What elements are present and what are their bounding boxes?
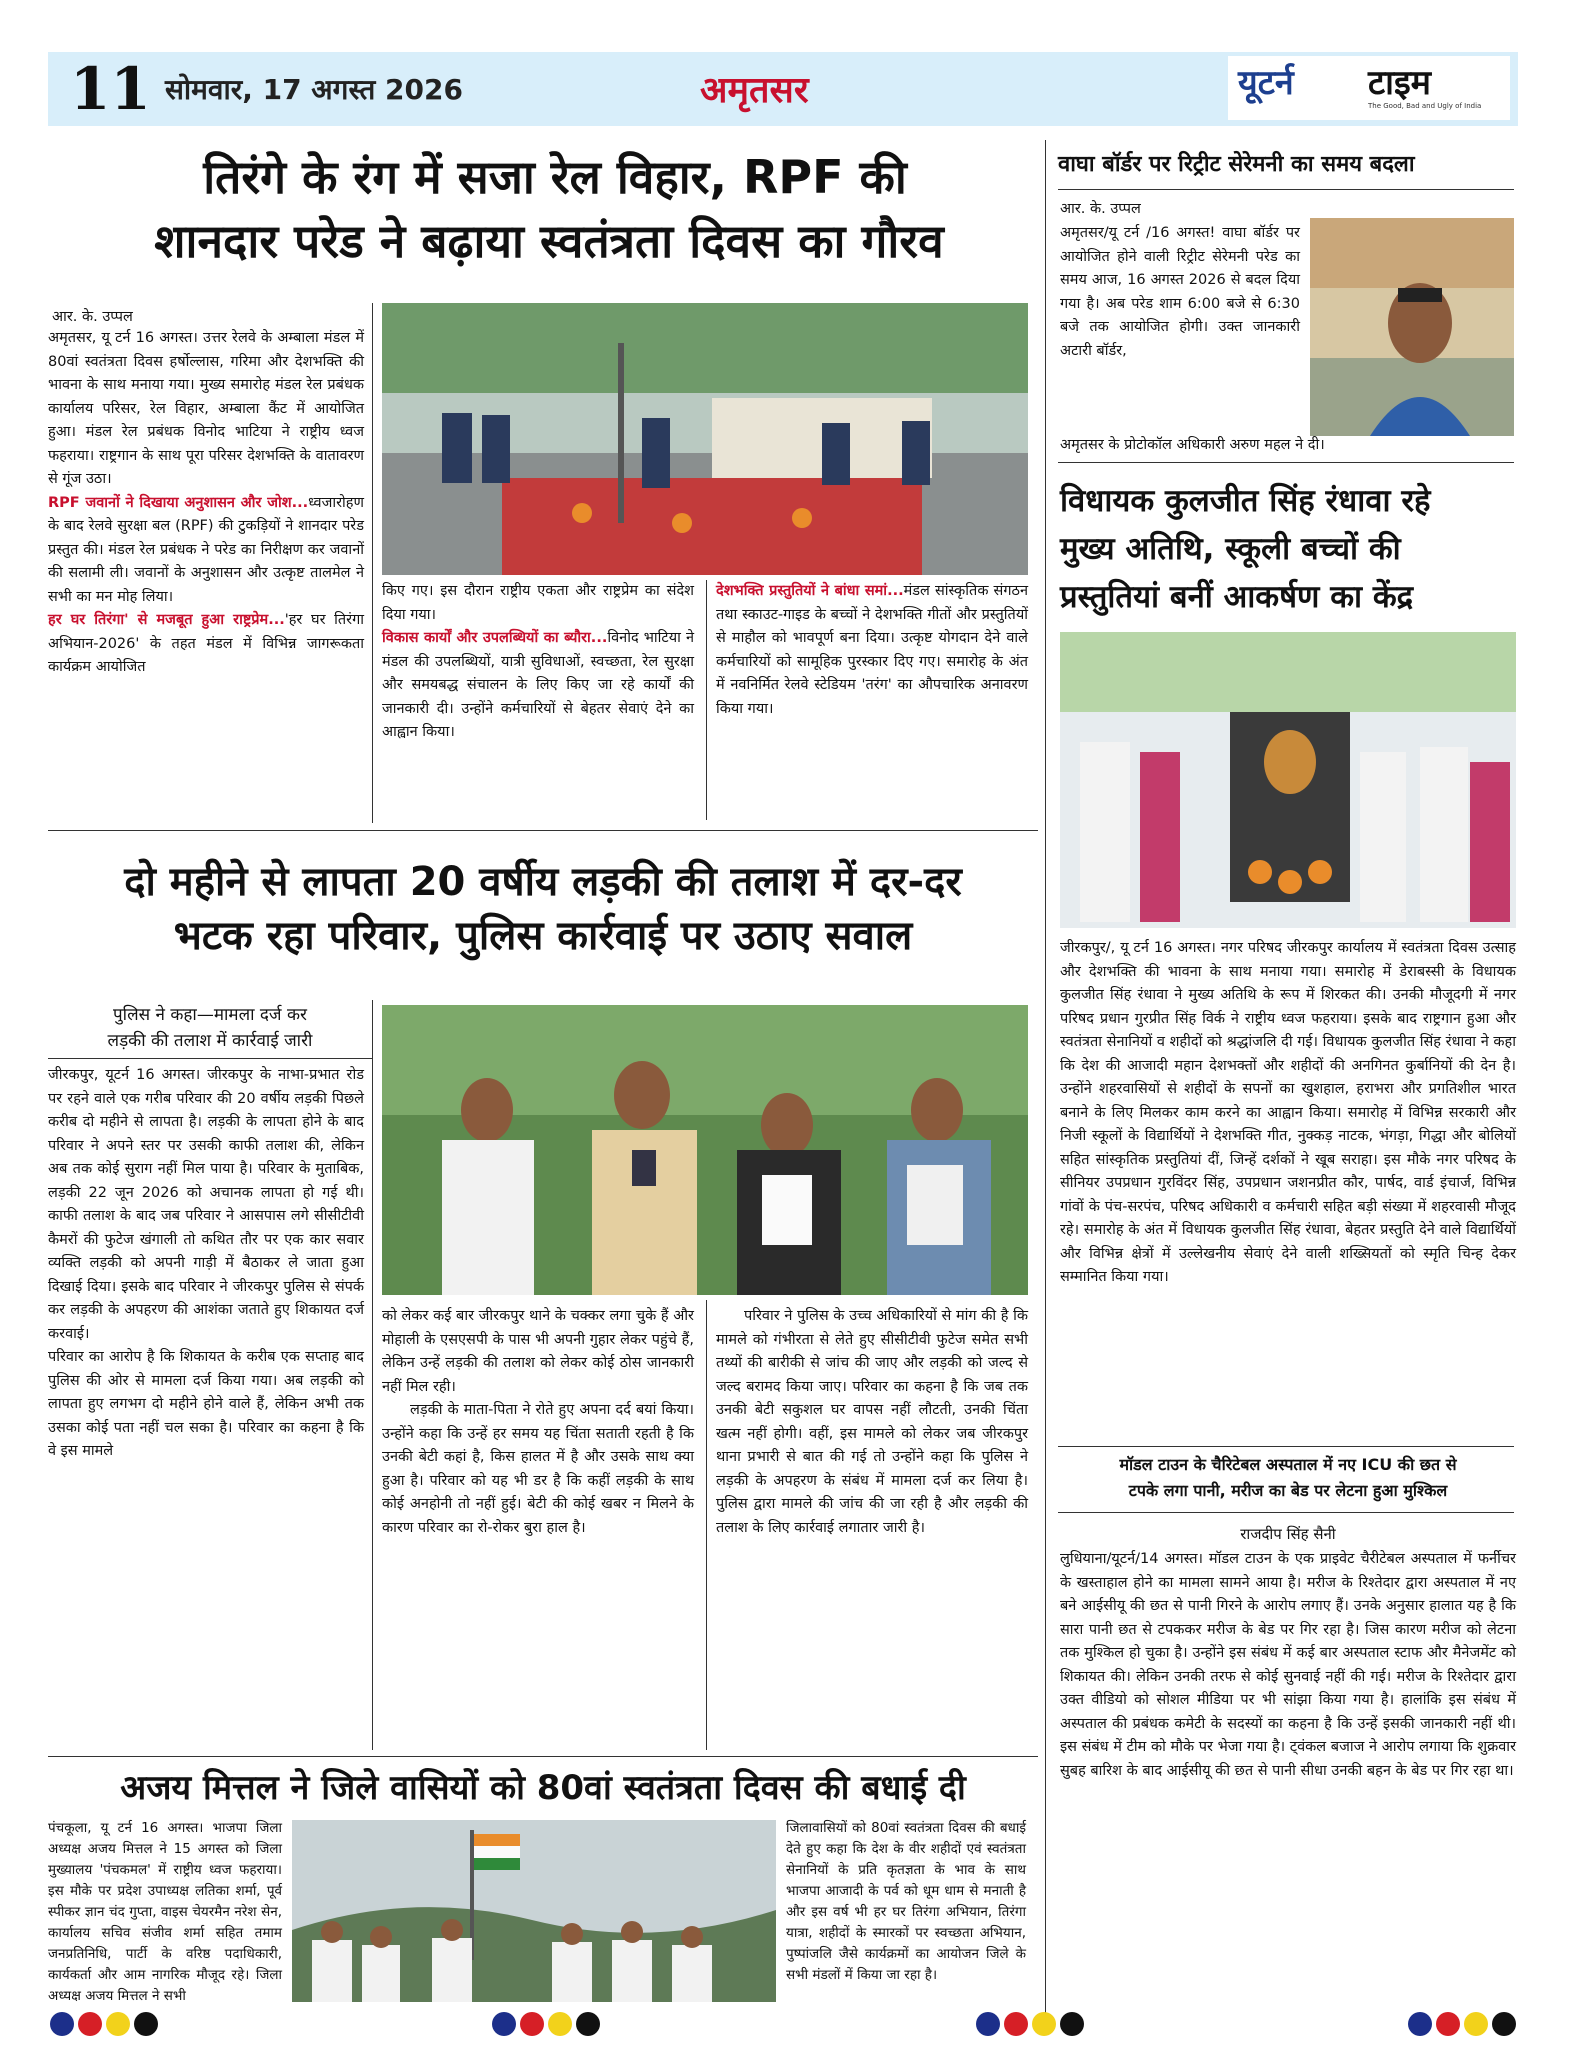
footer-dot (976, 2012, 1000, 2036)
footer-dot (50, 2012, 74, 2036)
footer-dot (576, 2012, 600, 2036)
story1-col1-p3: 'हर घर तिरंगा अभियान-2026' के तहत मंडल में विभिन्न जागरूकता कार्यक्रम आयोजित (48, 612, 364, 675)
story1-col1-sub1: RPF जवानों ने दिखाया अनुशासन और जोश... (48, 494, 309, 511)
mla-headline-3: प्रस्तुतियां बनीं आकर्षण का केंद्र (1060, 579, 1414, 615)
story1-headline-1: तिरंगे के रंग में सजा रेल विहार, RPF की (203, 150, 907, 204)
missing-subhead-1: पुलिस ने कहा—मामला दर्ज कर (113, 1005, 307, 1025)
story1-col2-p2: विनोद भाटिया ने मंडल की उपलब्धियों, यात्री सुविधाओं, स्वच्छता, रेल सुरक्षा और समयबद्ध संचालन के लिए किए जा रहे कार्यों की जानकारी दी। उन्होंने कर्मचारियों से बेहतर सेवाएं देने का आह्वान किया। (382, 630, 694, 740)
logo-word-right: टाइम (1368, 63, 1431, 103)
story1-col2-p1: किए गए। इस दौरान राष्ट्रीय एकता और राष्ट्रप्रेम का संदेश दिया गया। (382, 583, 694, 623)
story1-col1 (48, 327, 364, 680)
story1-headline-2: शानदार परेड ने बढ़ाया स्वतंत्रता दिवस का गौरव (154, 214, 944, 268)
footer-dot (1004, 2012, 1028, 2036)
missing-col3 (716, 1305, 1028, 1540)
footer-dots-center (492, 2012, 600, 2036)
logo-tagline: The Good, Bad and Ugly of India (1368, 102, 1482, 110)
story1-col3-sub: देशभक्ति प्रस्तुतियों ने बांधा समां... (716, 583, 904, 599)
missing-col1 (48, 1064, 364, 1464)
ajay-headline: अजय मित्तल ने जिले वासियों को 80वां स्वतंत्रता दिवस की बधाई दी (120, 1768, 966, 1808)
missing-col2 (382, 1305, 694, 1540)
footer-dot (106, 2012, 130, 2036)
story1-col1-sub2: हर घर तिरंगा' से मजबूत हुआ राष्ट्रप्रेम... (48, 612, 285, 628)
wagah-byline: आर. के. उप्पल (1060, 201, 1141, 217)
story1-col3 (716, 580, 1028, 721)
footer-dot (1464, 2012, 1488, 2036)
header-date: सोमवार, 17 अगस्त 2026 (165, 73, 463, 106)
mla-headline-1: विधायक कुलजीत सिंह रंधावा रहे (1060, 483, 1431, 519)
icu-headline-1: मॉडल टाउन के चैरिटेबल अस्पताल में नए ICU की छत से (1119, 1455, 1457, 1474)
logo (1228, 56, 1510, 120)
missing-col1-p2: परिवार का आरोप है कि शिकायत के करीब एक सप्ताह बाद पुलिस की ओर से मामला दर्ज किया गया। अब लड़की को लापता हुए लगभग दो महीने होने वाले हैं, लेकिन अभी तक उसका कोई पता नहीं चल सका है। परिवार का कहना है कि वे इस मामले (48, 1349, 364, 1459)
missing-headline-2: भटक रहा परिवार, पुलिस कार्रवाई पर उठाए सवाल (173, 913, 913, 959)
section-city: अमृतसर (700, 70, 809, 111)
icu-body: लुधियाना/यूटर्न/14 अगस्त। मॉडल टाउन के एक प्राइवेट चैरीटेबल अस्पताल में फर्नीचर के खस्ताहाल होने का मामला सामने आया है। मरीज के रिश्तेदार द्वारा अस्पताल में नए बने आईसीयू की छत से पानी गिरने के आरोप लगाए हैं। उनके अनुसार हालात यह है कि सारा पानी छत से टपककर मरीज के बेड पर गिर रहा है। जिस कारण मरीज को लेटना तक मुश्किल हो चुका है। उन्होंने इस संबंध में कई बार अस्पताल स्टाफ और मैनेजमेंट को शिकायत की। लेकिन उनकी तरफ से कोई सुनवाई नहीं की गई। मरीज के रिश्तेदार द्वारा उक्त वीडियो को सोशल मीडिया पर भी सांझा किया गया है। हालांकि इस संबंध में अस्पताल की प्रबंधक कमेटी के सदस्यों का कहना है कि उन्हें इसकी जानकारी नहीं थी। इस संबंध में टीम को मौके पर भेजा गया है। ट्वंकल बजाज ने आरोप लगाया कि शुक्रवार सुबह बारिश के बाद आईसीयू की छत से पानी सीधा उनकी बहन के बेड पर गिर रहा था। (1060, 1551, 1516, 1779)
story1-col1-p2: ध्वजारोहण के बाद रेलवे सुरक्षा बल (RPF) की टुकड़ियों ने शानदार परेड प्रस्तुत की। मंडल रेल प्रबंधक ने परेड का निरीक्षण कर जवानों की सलामी ली। जवानों के अनुशासन और उत्कृष्ट तालमेल ने सभी का मन मोह लिया। (48, 494, 364, 605)
story1-col3-p1: मंडल सांस्कृतिक संगठन तथा स्काउट-गाइड के बच्चों ने देशभक्ति गीतों और प्रस्तुतियों से माहौल को भावपूर्ण बना दिया। उत्कृष्ट योगदान देने वाले कर्मचारियों को सामूहिक पुरस्कार दिए गए। समारोह के अंत में नवनिर्मित रेलवे स्टेडियम 'तरंग' का औपचारिक अनावरण किया गया। (716, 583, 1028, 717)
missing-col3-p1: परिवार ने पुलिस के उच्च अधिकारियों से मांग की है कि मामले को गंभीरता से लेते हुए सीसीटीवी फुटेज समेत सभी तथ्यों की बारीकी से जांच की जाए और लड़की को जल्द से जल्द बरामद किया जाए। परिवार का कहना है कि जब तक उनकी बेटी सकुशल घर वापस नहीं लौटती, उनकी चिंता खत्म नहीं होगी। वहीं, इस मामले को लेकर जब जीरकपुर थाना प्रभारी से बात की गई तो उन्होंने कहा कि पुलिस ने लड़की के अपहरण के संबंध में मामला दर्ज कर लिया है। पुलिस द्वारा मामले की जांच की जा रही है और लड़की की तलाश के लिए कार्रवाई लगातार जारी है। (716, 1308, 1028, 1536)
story1-byline: आर. के. उप्पल (52, 309, 133, 325)
logo-word-left: यूटर्न (1238, 63, 1294, 103)
footer-dot (548, 2012, 572, 2036)
missing-subhead-2: लड़की की तलाश में कार्रवाई जारी (107, 1031, 313, 1051)
wagah-headline: वाघा बॉर्डर पर रिट्रीट सेरेमनी का समय बदला (1058, 152, 1415, 177)
flag-photo (292, 1820, 776, 2002)
wagah-body-narrow: अमृतसर/यू टर्न /16 अगस्त! वाघा बॉर्डर पर आयोजित होने वाली रिट्रीट सेरेमनी परेड का समय आज, 16 अगस्त 2026 से बदल दिया गया है। अब परेड शाम 6:00 बजे से 6:30 बजे तक आयोजित होगी। उक्त जानकारी अटारी बॉर्डर, (1060, 225, 1300, 359)
footer-dot (492, 2012, 516, 2036)
footer-dot (1492, 2012, 1516, 2036)
footer-dot (1408, 2012, 1432, 2036)
mla-body: जीरकपुर/, यू टर्न 16 अगस्त। नगर परिषद जीरकपुर कार्यालय में स्वतंत्रता दिवस उत्साह और देशभक्ति की भावना के साथ मनाया गया। समारोह में डेराबस्सी के विधायक कुलजीत सिंह रंधावा ने मुख्य अतिथि के रूप में शिरकत की। उनकी मौजूदगी में नगर परिषद प्रधान गुरप्रीत सिंह विर्क ने राष्ट्रीय ध्वज फहराया। इसके बाद राष्ट्रगान हुआ और स्वतंत्रता सेनानियों व शहीदों को श्रद्धांजलि दी गई। विधायक कुलजीत सिंह रंधावा ने कहा कि देश की आजादी महान देशभक्तों और शहीदों की अनगिनत कुर्बानियों की देन है। उन्होंने शहरवासियों से शहीदों के सपनों का खुशहाल, हराभरा और प्रगतिशील भारत बनाने के लिए मिलकर काम करने का आह्वान किया। समारोह में विभिन्न सरकारी और निजी स्कूलों के विद्यार्थियों ने देशभक्ति गीत, नुक्कड़ नाटक, भंगड़ा, गिद्धा और बोलियों सहित सांस्कृतिक प्रस्तुतियां दीं, जिन्हें दर्शकों ने खूब सराहा। इस मौके नगर परिषद के सीनियर उपप्रधान गुरविंदर सिंह, उपप्रधान जशनप्रीत कौर, पार्षद, वार्ड इंचार्ज, विभिन्न गांवों के पंच-सरपंच, परिषद अधिकारी व कर्मचारी सहित बड़ी संख्या में शहरवासी मौजूद रहे। समारोह के अंत में विधायक कुलजीत सिंह रंधावा, बेहतर प्रस्तुति देने वाले विद्यार्थियों और विभिन्न क्षेत्रों में उल्लेखनीय सेवाएं देने वाली शख्सियतों को स्मृति चिन्ह देकर सम्मानित किया गया। (1060, 940, 1516, 1285)
person-photo (1310, 218, 1514, 436)
footer-dot (1436, 2012, 1460, 2036)
story1-col1-p1: अमृतसर, यू टर्न 16 अगस्त। उत्तर रेलवे के अम्बाला मंडल में 80वां स्वतंत्रता दिवस हर्षोल्लास, गरिमा और देशभक्ति की भावना के साथ मनाया गया। मुख्य समारोह मंडल रेल प्रबंधक कार्यालय परिसर, रेल विहार, अम्बाला कैंट में आयोजित हुआ। मंडल रेल प्रबंधक विनोद भाटिया ने राष्ट्रीय ध्वज फहराया। राष्ट्रगान के साथ पूरा परिसर देशभक्ति के वातावरण से गूंज उठा। (48, 330, 364, 487)
ajay-col2: जिलावासियों को 80वां स्वतंत्रता दिवस की बधाई देते हुए कहा कि देश के वीर शहीदों एवं स्वतंत्रता सेनानियों के प्रति कृतज्ञता के भाव के साथ भाजपा आजादी के पर्व को धूम धाम से मनाती है और इस वर्ष भी हर घर तिरंगा अभियान, तिरंगा यात्रा, शहीदों के स्मारकों पर स्वच्छता अभियान, पुष्पांजलि जैसे कार्यक्रमों का आयोजन जिले के सभी मंडलों में किया जा रहा है। (786, 1820, 1026, 1983)
footer-dots-center2 (976, 2012, 1084, 2036)
missing-headline-1: दो महीने से लापता 20 वर्षीय लड़की की तलाश में दर-दर (124, 859, 962, 905)
family-photo (382, 1005, 1028, 1295)
footer-dot (1032, 2012, 1056, 2036)
footer-dot (78, 2012, 102, 2036)
missing-col2-p2: लड़की के माता-पिता ने रोते हुए अपना दर्द बयां किया। उन्होंने कहा कि उन्हें हर समय यह चिंता सताती रहती है कि उनकी बेटी कहां है, किस हालत में है और उसके साथ क्या हुआ है। परिवार को यह भी डर है कि कहीं लड़की के साथ कोई अनहोनी तो नहीं हुई। बेटी की कोई खबर न मिलने के कारण परिवार का रो-रोकर बुरा हाल है। (382, 1402, 694, 1536)
footer-dot (1060, 2012, 1084, 2036)
missing-col1-p1: जीरकपुर, यूटर्न 16 अगस्त। जीरकपुर के नाभा-प्रभात रोड पर रहने वाले एक गरीब परिवार की 20 वर्षीय लड़की पिछले करीब दो महीने से लापता है। लड़की के लापता होने के बाद परिवार ने अपने स्तर पर उसकी काफी तलाश की, लेकिन अब तक कोई सुराग नहीं मिल पाया है। परिवार के मुताबिक, लड़की 22 जून 2026 को अचानक लापता हो गई थी। काफी तलाश के बाद जब परिवार ने आसपास लगे सीसीटीवी कैमरों की फुटेज खंगाली तो कथित तौर पर एक कार सवार व्यक्ति लड़की को अपनी गाड़ी में बैठाकर ले जाता हुआ दिखाई दिया। इसके बाद परिवार ने जीरकपुर पुलिस से संपर्क कर लड़की के अपहरण की आशंका जताते हुए शिकायत दर्ज करवाई। (48, 1067, 364, 1342)
missing-col2-p1: को लेकर कई बार जीरकपुर थाने के चक्कर लगा चुके हैं और मोहाली के एसएसपी के पास भी अपनी गुहार लेकर पहुंचे हैं, लेकिन उन्हें लड़की की तलाश को लेकर कोई ठोस जानकारी नहीं मिल रही। (382, 1308, 694, 1395)
footer-dots-left (50, 2012, 158, 2036)
ajay-col1: पंचकूला, यू टर्न 16 अगस्त। भाजपा जिला अध्यक्ष अजय मित्तल ने 15 अगस्त को जिला मुख्यालय 'पंचकमल' में राष्ट्रीय ध्वज फहराया। इस मौके पर प्रदेश उपाध्यक्ष लतिका शर्मा, पूर्व स्पीकर ज्ञान चंद गुप्ता, वाइस चेयरमैन नरेश सेन, कार्यालय सचिव संजीव शर्मा सहित तमाम जनप्रतिनिधि, पार्टी के वरिष्ठ पदाधिकारी, कार्यकर्ता और आम नागरिक मौजूद रहे। जिला अध्यक्ष अजय मित्तल ने सभी (48, 1820, 282, 2004)
icu-byline: राजदीप सिंह सैनी (1240, 1525, 1336, 1543)
footer-dot (134, 2012, 158, 2036)
wagah-body-wide: अमृतसर के प्रोटोकॉल अधिकारी अरुण महल ने दी। (1060, 437, 1325, 453)
icu-headline-2: टपके लगा पानी, मरीज का बेड पर लेटना हुआ मुश्किल (1128, 1481, 1448, 1500)
page-number: 11 (70, 55, 151, 123)
ceremony-photo (382, 303, 1028, 575)
story1-col2-sub: विकास कार्यों और उपलब्धियों का ब्यौरा... (382, 630, 608, 646)
footer-dot (520, 2012, 544, 2036)
mla-event-photo (1060, 632, 1516, 928)
story1-col2 (382, 580, 694, 745)
mla-headline-2: मुख्य अतिथि, स्कूली बच्चों की (1060, 531, 1401, 567)
footer-dots-right (1408, 2012, 1516, 2036)
